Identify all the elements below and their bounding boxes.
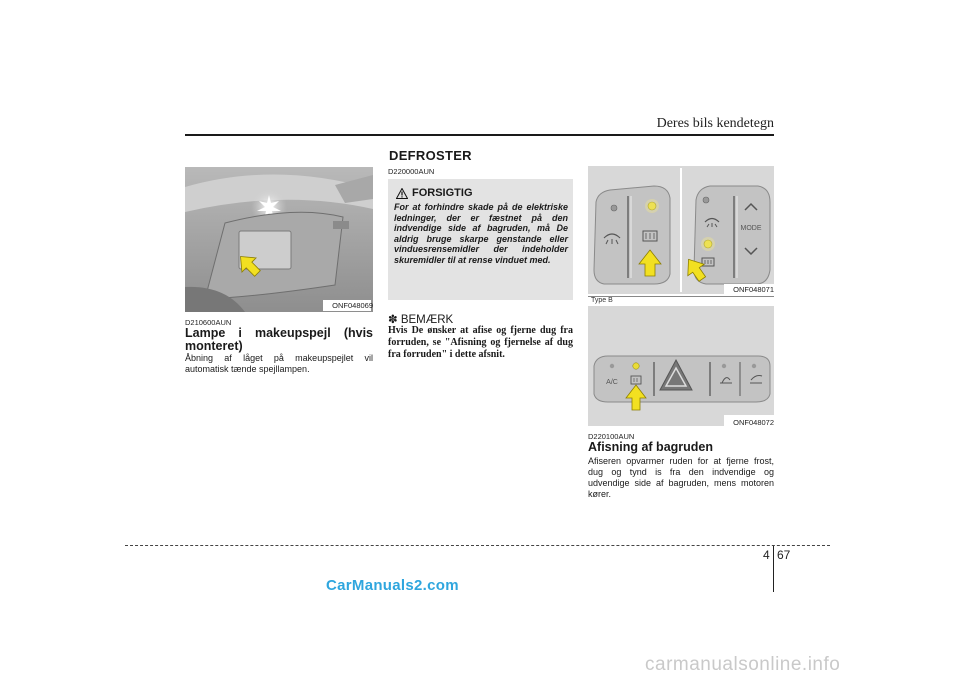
footer-vertical-rule: [773, 546, 774, 592]
caution-title: FORSIGTIG: [412, 187, 473, 199]
watermark-left[interactable]: CarManuals2.com: [326, 577, 459, 594]
figure-defroster-type-a: [588, 166, 774, 294]
type-b-label: Type B: [591, 297, 613, 304]
watermark-right[interactable]: carmanualsonline.info: [645, 654, 841, 675]
note-title: ✽ BEMÆRK: [388, 314, 454, 326]
mode-label: MODE: [740, 225, 762, 232]
caution-text: For at forhindre skade på de elektriske ledninger, der er fæstnet på den indvendige side af bagruden, må De aldrig bruge skarpe genstande eller vinduesrensemidler der indeholder skuremidler til at rense vinduet med.: [394, 202, 568, 265]
note-text: Hvis De ønsker at afise og fjerne dug fra forruden, se "Afisning og fjernelse af dug fra forruden" i dette afsnit.: [388, 325, 573, 360]
section-title: DEFROSTER: [389, 148, 472, 163]
section-code: D210600AUN: [185, 318, 232, 327]
body-text: Åbning af låget på makeupspejlet vil automatisk tænde spejllampen.: [185, 353, 373, 374]
body-text: Afiseren opvarmer ruden for at fjerne frost, dug og tynd is fra den indvendige og udvendige side af bagruden, mens motoren kører.: [588, 456, 774, 499]
figure-defroster-type-b: [588, 306, 774, 426]
subsection-heading: Afisning af bagruden: [588, 440, 713, 454]
ac-label: A/C: [606, 379, 618, 386]
warning-icon: [396, 186, 408, 197]
figure-label: ONF048069: [332, 301, 373, 310]
header-title: Deres bils kendetegn: [656, 116, 774, 131]
footer-divider: [125, 545, 830, 546]
figure-label: ONF048071: [733, 285, 774, 294]
figure-makeup-mirror: [185, 167, 373, 312]
divider: [588, 296, 774, 297]
page-number: 67: [777, 548, 791, 562]
chapter-number: 4: [763, 548, 770, 562]
section-code: D220100AUN: [588, 432, 635, 441]
section-code: D220000AUN: [388, 167, 435, 176]
subsection-heading: Lampe i makeupspejl (hvis monteret): [185, 326, 373, 353]
header-rule: [185, 134, 774, 136]
figure-label: ONF048072: [733, 418, 774, 427]
